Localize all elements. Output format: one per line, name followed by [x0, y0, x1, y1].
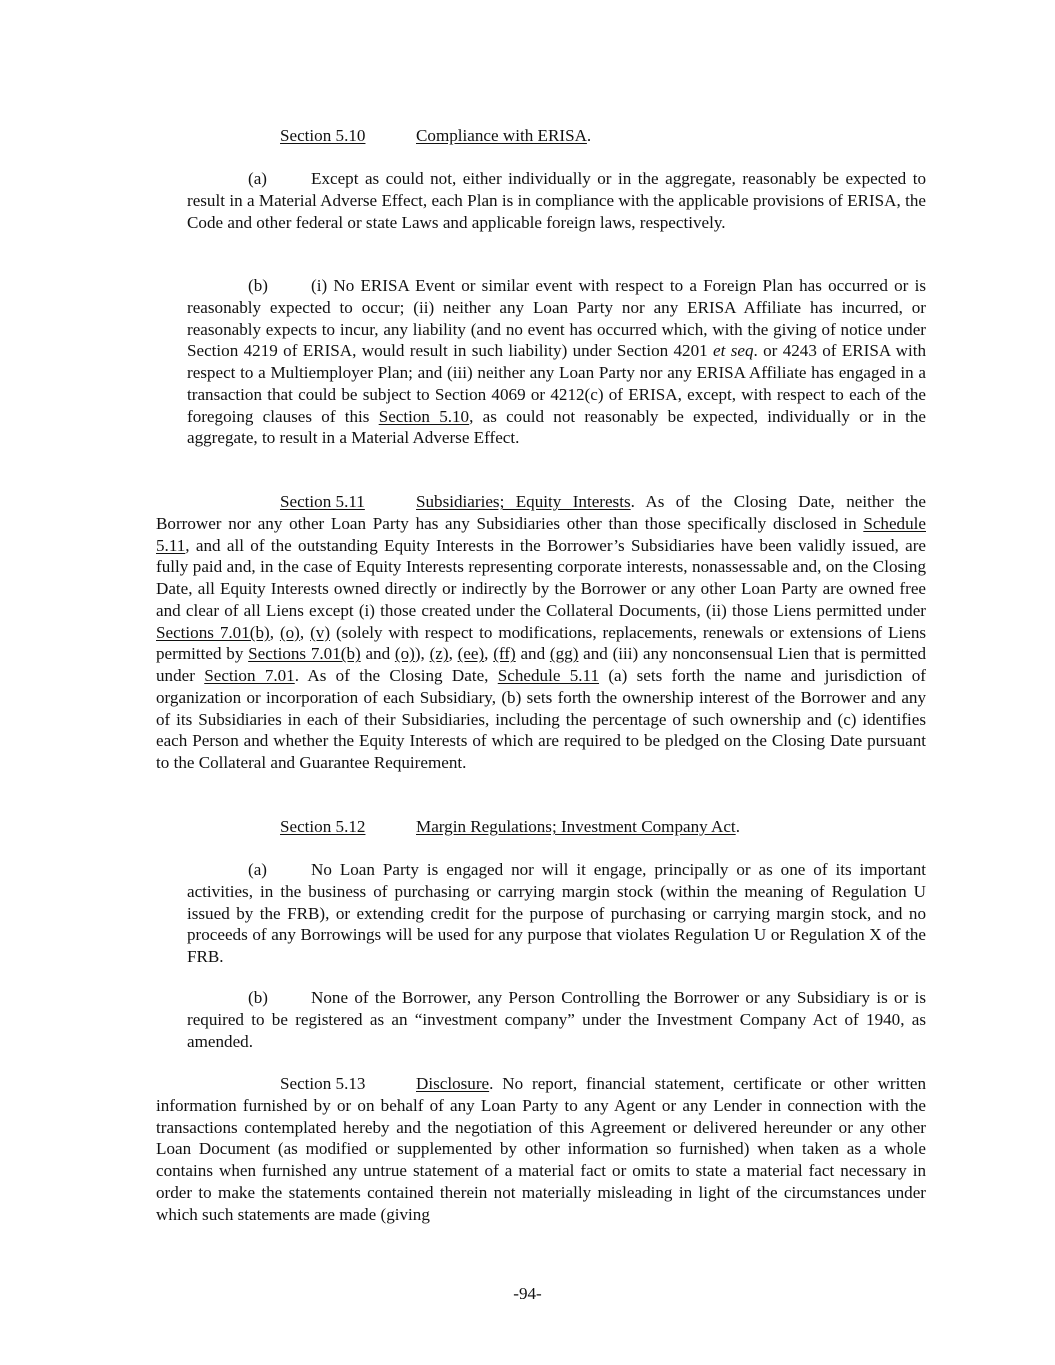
clause-text: Except as could not, either individually or in the aggregate, reasonably be expected to result in a Material Adverse Effect, each Plan is in compliance with the applicable provisions of ERISA, the Code and other federal or state Laws and applicable foreign laws, respectively. — [187, 169, 926, 232]
clause-label: (a) — [248, 169, 267, 188]
section-5-12-clause-a — [187, 859, 926, 968]
section-5-12-title: Margin Regulations; Investment Company Act — [416, 817, 736, 836]
cross-reference: Sections 7.01(b) — [248, 644, 361, 664]
cross-reference: (o) — [279, 622, 300, 642]
italic-term: et seq — [713, 341, 754, 361]
section-5-10-clause-b: (b) (i) No ERISA Event or similar event with respect to a Foreign Plan has occurred or is reasonably expected to occur; (ii) neither any Loan Party nor any ERISA Affiliate has incurred, or reasonably expects to incur, any liability (and no event has occurred which, with the giving of notice under Section 4219 of ERISA, would result in such liability) under Section 4201 et seq. or 4243 of ERISA with respect to a Multiemployer Plan; and (iii) neither any Loan Party nor any ERISA Affiliate has engaged in a transaction that could be subject to Section 4069 or 4212(c) of ERISA, except, with respect to each of the foregoing clauses of this Section 5.10, as could not reasonably be expected, individually or in the aggregate, to result in a Material Adverse Effect. — [187, 276, 926, 448]
section-5-12-heading: Section 5.12 Margin Regulations; Investment Company Act. — [280, 817, 740, 836]
page-number: -94- — [513, 1284, 542, 1303]
cross-reference: (v) — [310, 622, 331, 642]
cross-reference: (ff) — [493, 644, 516, 664]
clause-text: None of the Borrower, any Person Controlling the Borrower or any Subsidiary is or is required to be registered as an “investment company” under the Investment Company Act of 1940, as amended. — [187, 988, 926, 1051]
section-5-11-number: Section 5.11 — [280, 492, 365, 511]
section-5-10-number: Section 5.10 — [280, 126, 366, 145]
section-5-13-paragraph: Section 5.13 Disclosure. No report, financial statement, certificate or other written information furnished by or on behalf of any Loan Party to any Agent or any Lender in connection with the transactions contemplated hereby and the negotiation of this Agreement or delivered hereunder or any other Loan Document (as modified or supplemented by other information so furnished) when taken as a whole contains when furnished any untrue statement of a material fact or omits to state a material fact necessary in order to make the statements contained therein not materially misleading in light of the circumstances under which such statements are made (giving — [156, 1074, 926, 1224]
cross-reference: (gg) — [549, 644, 579, 664]
cross-reference: Section 7.01 — [204, 666, 295, 685]
cross-reference: (o) — [394, 644, 415, 664]
cross-reference: Sections 7.01(b) — [156, 622, 270, 642]
clause-text: No Loan Party is engaged nor will it engage, principally or as one of its important activities, in the business of purchasing or carrying margin stock (within the meaning of Regulation U issued by the FRB), or extending credit for the purpose of purchasing or carrying margin stock, and no proceeds of any Borrowings will be used for any purpose that violates Regulation U or Regulation X of the FRB. — [187, 860, 926, 966]
section-5-10-title: Compliance with ERISA — [416, 126, 587, 145]
cross-reference: Schedule 5.11 — [497, 666, 600, 685]
cross-reference: (ee) — [457, 644, 485, 664]
cross-reference: Section 5.10 — [378, 406, 470, 426]
section-5-10-clause-a — [187, 168, 926, 233]
section-5-12-number: Section 5.12 — [280, 817, 366, 836]
cross-reference: (z) — [429, 644, 449, 664]
clause-label: (a) — [248, 860, 267, 879]
section-5-13-number: Section 5.13 — [280, 1074, 366, 1093]
cross-reference: Schedule 5.11 — [156, 513, 926, 555]
section-5-12-clause-b — [187, 987, 926, 1052]
section-5-13-title: Disclosure — [416, 1074, 490, 1093]
clause-label: (b) — [248, 276, 268, 295]
section-5-11-paragraph: Section 5.11 Subsidiaries; Equity Interests. As of the Closing Date, neither the Borrower nor any other Loan Party has any Subsidiaries other than those specifically disclosed in Schedule 5.11, and all of the outstanding Equity Interests in the Borrower’s Subsidiaries have been validly issued, are fully paid and, in the case of Equity Interests representing corporate interests, nonassessable and, on the Closing Date, all Equity Interests owned directly or indirectly by the Borrower or any other Loan Party are owned free and clear of all Liens except (i) those created under the Collateral Documents, (ii) those Liens permitted under Sections 7.01(b), (o), (v) (solely with respect to modifications, replacements, renewals or extensions of Liens permitted by Sections 7.01(b) and (o)), (z), (ee), (ff) and (gg) and (iii) any nonconsensual Lien that is permitted under Section 7.01. As of the Closing Date, Schedule 5.11 (a) sets forth the name and jurisdiction of organization or incorporation of each Subsidiary, (b) sets forth the ownership interest of the Borrower and any of its Subsidiaries in each of their Subsidiaries, including the percentage of such ownership and (c) identifies each Person and whether the Equity Interests of which are required to be pledged on the Closing Date pursuant to the Collateral and Guarantee Requirement. — [156, 492, 927, 772]
section-5-10-heading: Section 5.10 Compliance with ERISA. — [280, 126, 592, 145]
section-5-11-title: Subsidiaries; Equity Interests — [416, 492, 631, 511]
clause-label: (b) — [248, 988, 268, 1007]
